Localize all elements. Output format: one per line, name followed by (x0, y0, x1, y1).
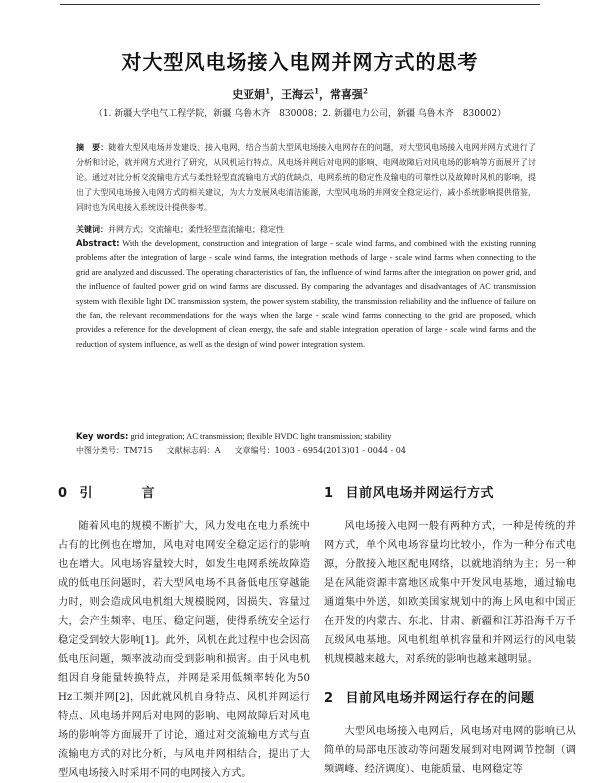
keywords-en-label: Key words: (76, 431, 129, 441)
section-title: 引 言 (79, 486, 173, 501)
author-affil-mark: 2 (362, 86, 368, 96)
affiliation: （1. 新疆大学电气工程学院，新疆 乌鲁木齐 830008；2. 新疆电力公司，新疆 乌鲁木齐 830002） (93, 109, 507, 119)
keywords-en (76, 429, 536, 444)
section-2-paragraph: 大型风电场接入电网后，风电场对电网的影响已从简单的局部电压波动等问题发展到对电网调节控制（调频调峰、经济调度）、电能质量、电网稳定等 (324, 726, 576, 775)
abstract-en-label: Abstract: (76, 238, 120, 248)
document-code: 文献标志码：A (166, 446, 221, 455)
clc-number: 中图分类号：TM715 (76, 446, 153, 455)
abstract-cn-label: 摘 要： (76, 143, 109, 152)
section-title: 目前风电场并网运行存在的问题 (345, 691, 535, 706)
article-number: 文章编号：1003 - 6954(2013)01 - 0044 - 04 (234, 446, 406, 455)
author-line: 史亚娟$^1$，王海云$^1$，常喜强$^2$ (232, 86, 368, 101)
author-affil-mark: 1 (314, 86, 319, 96)
section-2-heading (324, 689, 576, 708)
keywords-cn-label: 关键词： (76, 225, 108, 234)
section-number: 2 (324, 691, 334, 706)
right-column (324, 484, 576, 779)
abstract-cn (76, 140, 536, 215)
section-0-heading (58, 484, 310, 503)
abstract-en (76, 236, 536, 352)
abstract-cn-text: 随着大型风电场并发建设、接入电网，结合当前大型风电场接入电网存在的问题，对大型风电场接入电网并网方式进行了分析和讨论，就并网方式进行了研究，从风机运行特点，风电场并网后对电网的影响、电网故障后对风电场的影响等方面展开了讨论。通过对比分析交流输电方式与柔性轻型直流输电方式的优缺点，电网系统的稳定性及输电的可靠性以及故障时风机的影响，提出了大型风电场接入电网方式的相关建议，为大力发展风电清洁能源，大型风电场的并网安全稳定运行，减小系统影响提供借鉴，同时也为风电接入系统设计提供参考。 (76, 143, 537, 212)
section-number: 0 (58, 486, 68, 501)
section-1-heading (324, 484, 576, 503)
author-name: 史亚娟 (232, 88, 266, 101)
author-affil-mark: 1 (265, 86, 271, 96)
left-column (58, 484, 310, 783)
keywords-en-text: grid integration; AC transmission; flexible HVDC light transmission; stability (130, 432, 392, 441)
article-meta (76, 443, 536, 458)
author-name: 常喜强 (329, 88, 363, 101)
header-rule (60, 4, 540, 5)
author-name: 王海云 (281, 88, 315, 101)
section-number: 1 (324, 486, 334, 501)
section-0-paragraph: 随着风电的规模不断扩大，风力发电在电力系统中占有的比例也在增加，风电对电网安全稳定运行的影响也在增大。风电场容量较大时，如发生电网系统故障造成的低电压问题时，若大型风电场不具备低电压穿越能力时，则会造成风电机组大规模脱网，因损失、容量过大，会产生频率、电压、稳定问题，使得系统安全运行稳定受到较大影响[1]。此外，风机在此过程中也会因高低电压问题，频率波动而受到影响和损害。由于风电机组因自身能量转换特点，并网是采用低频率转化为50 Hz工频并网[2]，因此就风机自身特点、风机并网运行特点、风电场并网后对电网的影响、电网故障后对风电场的影响等方面展开了讨论，通过对交流输电方式与直流输电方式的对比分析，与风电并网相结合，提出了大型风电场接入时采用不同的电网接入方式。 (58, 521, 310, 779)
keywords-cn (76, 222, 536, 237)
section-title: 目前风电场并网运行方式 (345, 486, 495, 501)
section-1-paragraph: 风电场接入电网一般有两种方式，一种是传统的并网方式，单个风电场容量均比较小，作为一种分布式电源，分散接入地区配电网络，以就地消纳为主；另一种是在风能资源丰富地区成集中开发风电基地，通过输电通道集中外送，如欧美国家规划中的海上风电和中国正在开发的内蒙古、东北、甘肃、新疆和江苏沿海千万千瓦级风电基地。风电机组单机容量和并网运行的风电装机规模越来越大，对系统的影响也越来越明显。 (324, 521, 576, 665)
keywords-cn-text: 并网方式；交流输电；柔性轻型直流输电；稳定性 (108, 225, 284, 234)
paper-title: 对大型风电场接入电网并网方式的思考 (121, 50, 479, 74)
abstract-en-text: With the development, construction and integration of large - scale wind farms, and combined with the existing running problems after the integration of large - scale wind farms, the integration methods of large - scale wind farms when connecting to the grid are analyzed and discussed. The operating characteristics of fan, the influence of wind farms after the integration on power grid, and the influence of faulted power grid on wind farms are discussed. By comparing the advantages and disadvantages of AC transmission system with flexible light DC transmission system, the power system stability, the transmission reliability and the influence of failure on the fan, the relevant recommendations for the ways when the large - scale wind farms connecting to the grid are proposed, which provides a reference for the development of clean energy, the safe and stable integration operation of large - scale wind farms and the reduction of system influence, as well as the design of wind power integration system. (76, 239, 536, 349)
